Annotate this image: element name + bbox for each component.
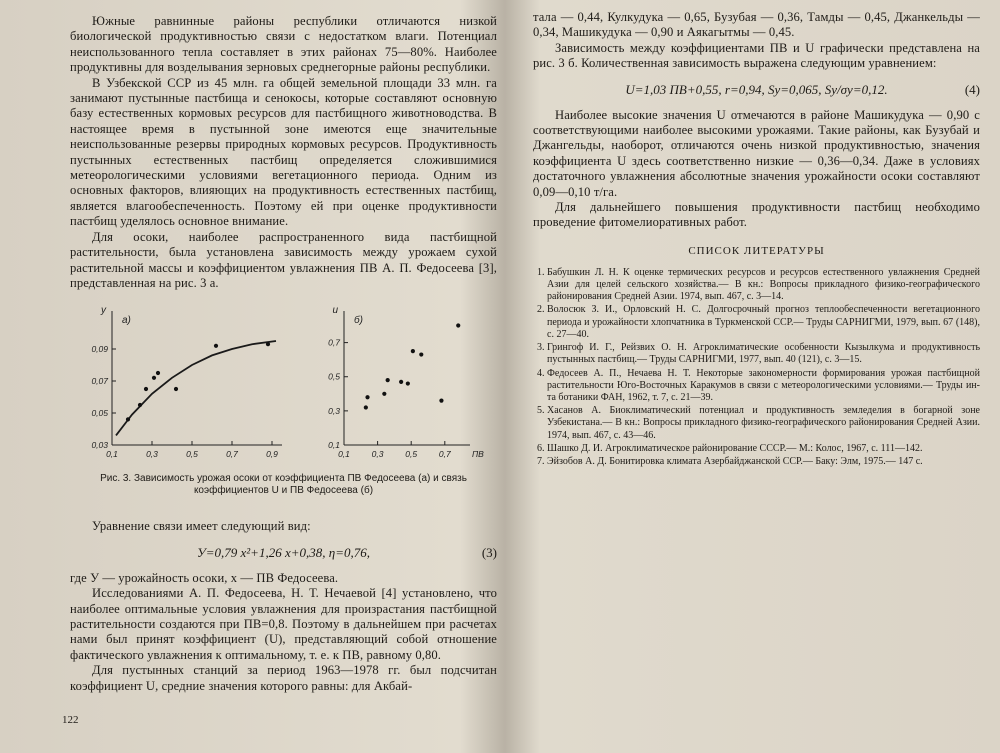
data-point (364, 406, 368, 410)
y-tick-label: 0,05 (91, 408, 108, 419)
figure-caption: Рис. 3. Зависимость урожая осоки от коэффициента ПВ Федосеева (а) и связь коэффициентов U и ПВ Федосеева (б) (100, 473, 467, 497)
right-paragraph-2: Зависимость между коэффициентами ПВ и U графически представлена на рис. 3 б. Количественная зависимость выражена следующим уравнением: (533, 40, 980, 71)
x-axis-label: ПВ (472, 449, 484, 460)
x-tick-label: 0,7 (226, 449, 238, 460)
y-tick-label: 0,03 (91, 440, 108, 451)
figure-3 (70, 299, 497, 467)
y-tick-label: 0,7 (328, 337, 340, 348)
reference-item: 5. Хасанов А. Биоклиматический потенциал и продуктивность земледелия в богарной зоне Узбекистана.— В кн.: Вопросы прикладного физико-географического районирования Средней Азии. 1974, вып. 467, с. 43—46. (547, 405, 980, 442)
y-tick-label: 0,09 (91, 344, 108, 355)
left-paragraph-1: Южные равнинные районы республики отличаются низкой биологической продуктивностью связи с недостатком влаги. Потенциал неиспользованного тепла составляет в этих районах 75—80%. Наиболее продуктивны для возделывания зерновых среднегорные районы республики. (70, 14, 497, 75)
data-point (156, 371, 160, 375)
x-tick-label: 0,3 (371, 449, 384, 460)
reference-item: 7. Эйзобов А. Д. Бонитировка климата Азербайджанской ССР.— Баку: Элм, 1975.— 147 с. (547, 456, 980, 468)
equation-3-number: (3) (481, 544, 497, 560)
right-paragraph-4: Для дальнейшего повышения продуктивности пастбищ необходимо проведение фитомелиоративных работ. (533, 200, 980, 230)
data-point (266, 342, 270, 346)
chart-a (70, 299, 290, 467)
data-point (419, 353, 423, 357)
data-point (411, 349, 415, 353)
y-axis-label: y (101, 305, 106, 317)
x-tick-label: 0,1 (106, 449, 118, 460)
data-point (365, 395, 369, 399)
page-number: 122 (62, 714, 79, 726)
reference-item: 1. Бабушкин Л. Н. К оценке термических ресурсов и ресурсов естественного увлажнения Средней Азии для целей сельского хозяйства.— В кн.: Вопросы прикладного физико-географического районирования Средней Азии. 1974, вып. 467, с. 3—14. (547, 267, 980, 304)
equation-3 (70, 545, 497, 561)
panel-label: а) (122, 315, 131, 327)
data-point (152, 376, 156, 380)
right-page (515, 0, 1000, 753)
equation-4-number: (4) (964, 81, 980, 97)
left-paragraph-6: Исследованиями А. П. Федосеева, Н. Т. Нечаевой [4] установлено, что наиболее оптимальные условия увлажнения для произрастания пастбищной растительности создаются при ПВ=0,8. Поэтому в дальнейшем при расчетах нами был принят коэффициент (U), представляющий собой отношение фактического увлажнения к оптимальному, т. е. к ПВ, равному 0,80. (70, 586, 497, 662)
fit-curve (116, 341, 276, 435)
data-point (456, 324, 460, 328)
data-point (174, 387, 178, 391)
data-point (126, 418, 130, 422)
reference-item: 2. Волосюк З. И., Орловский Н. С. Долгосрочный прогноз теплообеспеченности вегетационного периода и урожайности хлопчатника в Туркменской ССР.— Труды САРНИГМИ, 1979, вып. 67 (148), с. 27—40. (547, 304, 980, 341)
equation-3-text: У=0,79 x²+1,26 x+0,38, η=0,76, (197, 544, 370, 560)
references-list (533, 267, 980, 468)
reference-item: 3. Грингоф И. Г., Рейзвих О. Н. Агроклиматические особенности Кызылкума и продуктивность пустынных пастбищ.— Труды САРНИГМИ, 1977, вып. 40 (121), с. 3—15. (547, 342, 980, 366)
left-paragraph-5: где У — урожайность осоки, x — ПВ Федосеева. (70, 570, 339, 585)
data-point (138, 403, 142, 407)
equation-4-text: U=1,03 ПВ+0,55, r=0,94, Sy=0,065, Sy/σy=0,12. (625, 81, 888, 97)
x-tick-label: 0,9 (266, 449, 278, 460)
reference-item: 6. Шашко Д. И. Агроклиматическое районирование СССР.— М.: Колос, 1967, с. 111—142. (547, 443, 980, 455)
y-tick-label: 0,5 (328, 372, 340, 383)
y-tick-label: 0,1 (328, 440, 340, 451)
data-point (399, 380, 403, 384)
right-paragraph-1: тала — 0,44, Кулкудука — 0,65, Бузубая — 0,36, Тамды — 0,45, Джанкельды — 0,34, Машикудука — 0,90 и Аякагытмы — 0,45. (533, 10, 980, 40)
left-paragraph-7: Для пустынных станций за период 1963—1978 гг. был подсчитан коэффициент U, средние значения которого равны: для Акбай- (70, 663, 497, 693)
references-title: СПИСОК ЛИТЕРАТУРЫ (688, 244, 825, 257)
reference-item: 4. Федосеев А. П., Нечаева Н. Т. Некоторые закономерности формирования урожая пастбищной растительности Юго-Восточных Каракумов в связи с метеорологическими условиями.— Труды ин-та ботаники ФАН, 1962, т. 7, с. 21—39. (547, 368, 980, 405)
equation-4 (533, 82, 980, 98)
data-point (386, 378, 390, 382)
left-paragraph-2: В Узбекской ССР из 45 млн. га общей земельной площади 33 млн. га занимают пустынные пастбища и сенокосы, которые составляют основную базу естественных кормовых ресурсов для пастбищного животноводства. В настоящее время в пустынной зоне имеются еще значительные неиспользованные резервы природных кормовых ресурсов. Продуктивность пустынных естественных пастбищ определяется сложившимися метеорологическими условиями вегетационного периода. Одним из основных факторов, влияющих на продуктивность естественных пастбищ, является влагообеспеченность. Поэтому ей при оценке продуктивности пастбищ уделялось основное внимание. (70, 75, 497, 229)
left-paragraph-3: Для осоки, наиболее распространенного вида пастбищной растительности, была установлена зависимость между урожаем сухой растительной массы и коэффициентом увлажнения ПВ А. П. Федосеева [3], представленная на рис. 3 а. (70, 229, 497, 290)
x-tick-label: 0,5 (186, 449, 198, 460)
y-tick-label: 0,07 (91, 376, 108, 387)
chart-b (302, 299, 492, 467)
x-tick-label: 0,7 (438, 449, 451, 460)
panel-label: б) (354, 315, 363, 327)
data-point (406, 382, 410, 386)
y-tick-label: 0,3 (328, 406, 340, 417)
data-point (214, 344, 218, 348)
data-point (144, 387, 148, 391)
x-tick-label: 0,5 (405, 449, 418, 460)
x-tick-label: 0,3 (146, 449, 158, 460)
data-point (439, 399, 443, 403)
data-point (382, 392, 386, 396)
right-paragraph-3: Наиболее высокие значения U отмечаются в районе Машикудука — 0,90 с соответствующими наиболее высокими урожаями. Такие районы, как Бузубай и Джангельды, наоборот, отличаются очень низкой продуктивностью, значения коэффициента U здесь соответственно низкие — 0,36—0,34. Даже в условиях достаточного увлажнения абсолютные значения урожайности осоки составляют 0,09—0,10 т/га. (533, 107, 980, 199)
x-tick-label: 0,1 (338, 449, 350, 460)
left-paragraph-4: Уравнение связи имеет следующий вид: (92, 519, 311, 534)
y-axis-label: u (332, 305, 338, 317)
